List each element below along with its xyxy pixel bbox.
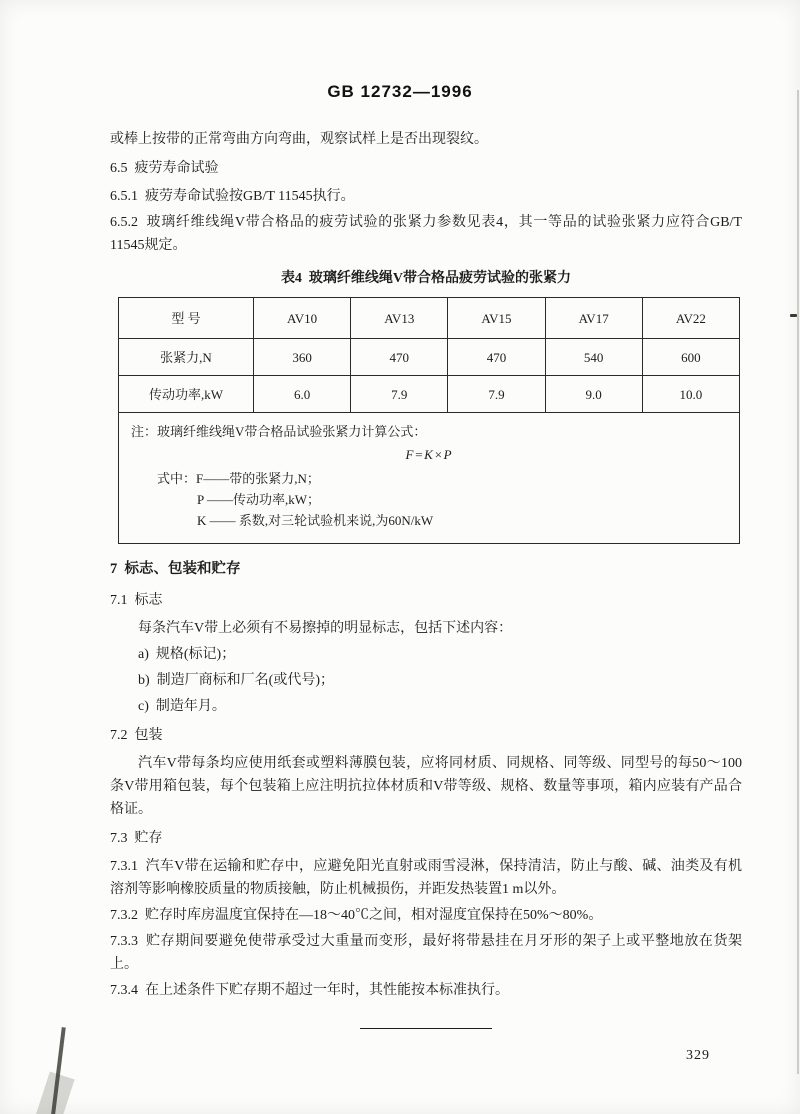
- paragraph-intro: 或棒上按带的正常弯曲方向弯曲，观察试样上是否出现裂纹。: [110, 132, 488, 147]
- clause-7-3-4: 7.3.4 在上述条件下贮存期不超过一年时，其性能按本标准执行。: [110, 983, 509, 998]
- end-divider: [360, 1028, 492, 1029]
- formula-legend-p: P ——传动功率,kW；: [197, 492, 321, 507]
- heading-7: 7 标志、包装和贮存: [110, 561, 241, 577]
- cell-tension-av17: 540: [545, 339, 642, 376]
- table-note-cell: [119, 413, 740, 544]
- table-caption: 表4 玻璃纤维线绳V带合格品疲劳试验的张紧力: [280, 271, 572, 286]
- table-header-av15: AV15: [448, 298, 545, 339]
- clause-7-3-1: 7.3.1 汽车V带在运输和贮存中，应避免阳光直射或雨雪浸淋，保持清洁，防止与酸、碱、油类及有机溶剂等影响橡胶质量的物质接触，防止机械损伤，并距发热装置1 m以外。: [110, 859, 742, 897]
- table-4: [118, 297, 740, 544]
- heading-6-5: 6.5 疲劳寿命试验: [110, 161, 219, 176]
- clause-6-5-2: 6.5.2 玻璃纤维线绳V带合格品的疲劳试验的张紧力参数见表4，其一等品的试验张紧力应符合GB/T 11545规定。: [110, 215, 746, 253]
- list-item-c: c) 制造年月。: [138, 699, 226, 714]
- clause-7-3-2: 7.3.2 贮存时库房温度宜保持在—18～40℃之间，相对湿度宜保持在50%～80%。: [110, 908, 603, 923]
- table-header-av10: AV10: [254, 298, 351, 339]
- cell-tension-av15: 470: [448, 339, 545, 376]
- clause-7-1-text: 每条汽车V带上必须有不易擦掉的明显标志，包括下述内容：: [138, 621, 513, 636]
- table-header-row: [119, 298, 740, 339]
- formula: F=K×P: [405, 447, 453, 462]
- list-item-b: b) 制造厂商标和厂名(或代号)；: [138, 673, 334, 688]
- row-label-tension: 张紧力,N: [119, 339, 254, 376]
- table-header-av17: AV17: [545, 298, 642, 339]
- table-note-row: [119, 413, 740, 544]
- list-item-a: a) 规格(标记)；: [138, 647, 236, 662]
- table-row-tension: [119, 339, 740, 376]
- cell-power-av10: 6.0: [254, 376, 351, 413]
- scan-artifact-right-edge: [797, 90, 799, 1074]
- cell-power-av13: 7.9: [351, 376, 448, 413]
- heading-7-1: 7.1 标志: [110, 593, 163, 608]
- table-header-av22: AV22: [642, 298, 739, 339]
- cell-tension-av13: 470: [351, 339, 448, 376]
- heading-7-3: 7.3 贮存: [110, 831, 163, 846]
- heading-7-2: 7.2 包装: [110, 728, 163, 743]
- table-header-av13: AV13: [351, 298, 448, 339]
- scan-artifact-right-mark: [790, 314, 797, 317]
- cell-power-av15: 7.9: [448, 376, 545, 413]
- cell-tension-av22: 600: [642, 339, 739, 376]
- table-row-power: [119, 376, 740, 413]
- page-content: [110, 128, 746, 1029]
- cell-power-av22: 10.0: [642, 376, 739, 413]
- clause-7-3-3: 7.3.3 贮存期间要避免使带承受过大重量而变形，最好将带悬挂在月牙形的架子上或平整地放在货架上。: [110, 934, 742, 972]
- formula-legend-f: 式中：F——带的张紧力,N；: [157, 471, 320, 486]
- page-number: 329: [686, 1048, 710, 1063]
- cell-tension-av10: 360: [254, 339, 351, 376]
- table-header-model: 型 号: [119, 298, 254, 339]
- note-intro: 注：玻璃纤维线绳V带合格品试验张紧力计算公式：: [131, 424, 427, 439]
- formula-legend-k: K —— 系数,对三轮试验机来说,为60N/kW: [197, 513, 434, 528]
- clause-6-5-1: 6.5.1 疲劳寿命试验按GB/T 11545执行。: [110, 189, 355, 204]
- cell-power-av17: 9.0: [545, 376, 642, 413]
- row-label-power: 传动功率,kW: [119, 376, 254, 413]
- clause-7-2-text: 汽车V带每条均应使用纸套或塑料薄膜包装，应将同材质、同规格、同等级、同型号的每50～100条V带用箱包装，每个包装箱上应注明抗拉体材质和V带等级、规格、数量等事项，箱内应装有产品合格证。: [110, 756, 742, 817]
- doc-number: GB 12732—1996: [327, 82, 473, 101]
